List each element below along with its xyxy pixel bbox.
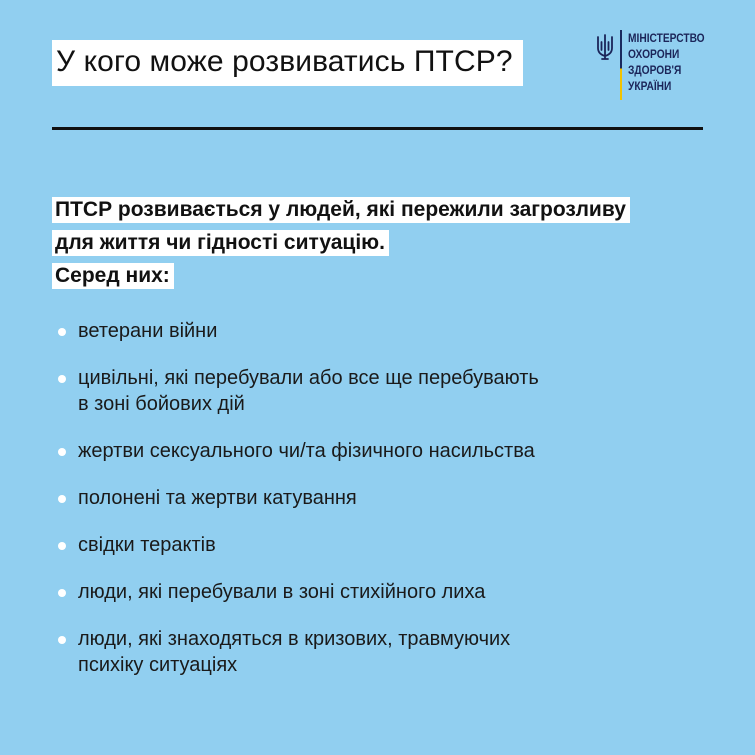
- ministry-name-line: ЗДОРОВ'Я: [628, 63, 682, 77]
- bullet-icon: [58, 328, 66, 336]
- intro-text: [52, 193, 712, 292]
- list-item: [58, 365, 718, 417]
- divider-line: [52, 127, 703, 130]
- bullet-icon: [58, 589, 66, 597]
- list-item-text: ветерани війни: [78, 320, 218, 342]
- bullet-icon: [58, 636, 66, 644]
- list-item-text: цивільні, які перебували або все ще перебувають: [78, 367, 539, 389]
- list-item-text: жертви сексуального чи/та фізичного насильства: [78, 440, 535, 462]
- ministry-name-line: УКРАЇНИ: [628, 79, 672, 93]
- ministry-name-line: ОХОРОНИ: [628, 47, 680, 61]
- list-item-text: люди, які знаходяться в кризових, травмуючих: [78, 628, 511, 650]
- ministry-logo: [596, 30, 718, 100]
- intro-line-3: Серед них:: [52, 263, 174, 289]
- list-item: [58, 438, 718, 464]
- bullet-icon: [58, 448, 66, 456]
- ministry-name: [628, 30, 705, 94]
- bullet-icon: [58, 375, 66, 383]
- bullet-icon: [58, 495, 66, 503]
- logo-divider: [620, 30, 622, 100]
- intro-line-1: ПТСР розвивається у людей, які пережили загрозливу: [52, 197, 630, 223]
- list-item: [58, 626, 718, 678]
- risk-groups-list: [58, 318, 718, 678]
- page-title: У кого може розвиватись ПТСР?: [52, 40, 523, 86]
- list-item: [58, 532, 718, 558]
- list-item-text: полонені та жертви катування: [78, 487, 357, 509]
- list-item: [58, 318, 718, 344]
- list-item: [58, 579, 718, 605]
- list-item: [58, 485, 718, 511]
- list-item-text: свідки терактів: [78, 534, 216, 556]
- list-item-text: психіку ситуаціях: [78, 654, 238, 676]
- trident-icon: [596, 34, 614, 60]
- list-item-text: в зоні бойових дій: [78, 393, 245, 415]
- ministry-name-line: МІНІСТЕРСТВО: [628, 31, 705, 45]
- bullet-icon: [58, 542, 66, 550]
- list-item-text: люди, які перебували в зоні стихійного лиха: [78, 581, 486, 603]
- intro-line-2: для життя чи гідності ситуацію.: [52, 230, 389, 256]
